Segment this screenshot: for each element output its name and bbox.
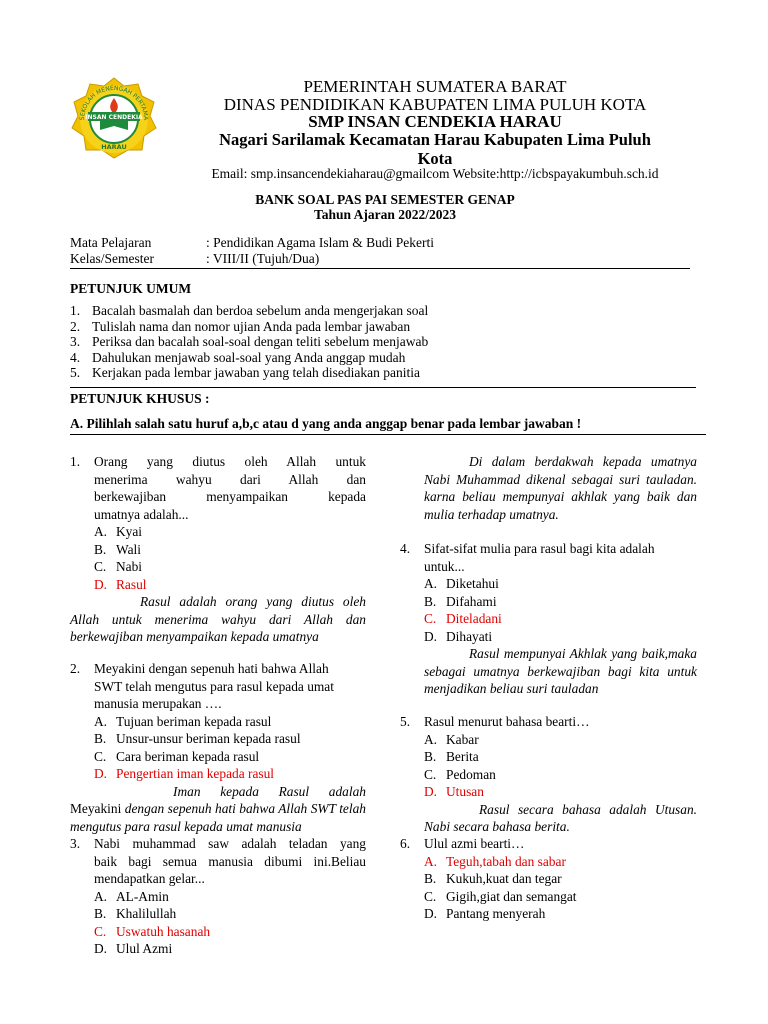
option-b[interactable]: B. Difahami [424,593,497,609]
address-line-1: Nagari Sarilamak Kecamatan Harau Kabupaten Lima Puluh [219,130,651,149]
option-c[interactable]: C. Pedoman [424,766,496,782]
divider [70,434,706,435]
general-item: 1. Bacalah basmalah dan berdoa sebelum anda mengerjakan soal [70,303,429,318]
general-heading: PETUNJUK UMUM [70,281,192,296]
answer-explanation: Rasul secara bahasa adalah Utusan. Nabi secara bahasa berita. [424,801,697,834]
option-d[interactable]: D. Dihayati [424,628,493,644]
general-item: 5. Kerjakan pada lembar jawaban yang telah disediakan panitia [70,365,420,380]
school-contact: Email: smp.insancendekiaharau@gmailcom Website:http://icbspayakumbuh.sch.id [211,166,659,181]
question-2 [70,660,366,835]
question-3 [70,835,366,958]
divider [70,268,690,269]
option-c[interactable]: C. Nabi [94,559,143,574]
general-item: 4. Dahulukan menjawab soal-soal yang Anda anggap mudah [70,349,406,365]
meta-class-value: : VIII/II (Tujuh/Dua) [206,251,320,266]
question-text: mendapatkan gelar... [94,871,205,886]
school-name: SMP INSAN CENDEKIA HARAU [308,112,562,131]
option-c[interactable]: C. Gigih,giat dan semangat [424,888,577,904]
answer-explanation: Iman kepada Rasul adalah Meyakini dengan sepenuh hati bahwa Allah SWT telah mengutus para rasul kepada umat manusia [70,783,366,834]
question-text: Rasul menurut bahasa bearti… [424,714,590,729]
question-number: 4. [400,541,411,556]
question-6 [400,835,697,923]
question-5 [400,713,697,836]
option-b[interactable]: B. Unsur-unsur beriman kepada rasul [94,731,301,746]
option-c-answer[interactable]: C. Uswatuh hasanah [94,923,211,939]
special-heading: PETUNJUK KHUSUS : [70,391,210,406]
option-a[interactable]: A. AL-Amin [94,888,169,904]
option-d-answer[interactable]: D. Utusan [424,784,484,799]
question-4 [400,540,697,698]
option-d-answer[interactable]: D. Pengertian iman kepada rasul [94,766,275,781]
question-text: manusia merupakan …. [94,696,222,711]
header-line-1: PEMERINTAH SUMATERA BARAT [303,77,567,96]
general-list [70,303,428,381]
meta-class-label: Kelas/Semester [70,251,154,266]
option-d[interactable]: D. Pantang menyerah [424,906,546,921]
question-text: menerima wahyu dari Allah dan [94,471,366,487]
option-a[interactable]: A. Tujuan beriman kepada rasul [94,713,272,729]
question-number: 5. [400,714,411,729]
option-b[interactable]: B. Khalilullah [94,906,177,921]
exam-title: BANK SOAL PAS PAI SEMESTER GENAP [255,192,515,207]
logo-top-text: SEKOLAH MENENGAH PERTAMA [78,84,150,121]
option-a[interactable]: A. Kyai [94,524,143,539]
meta-subject-label: Mata Pelajaran [70,235,152,250]
question-text: untuk... [424,558,465,574]
answer-explanation: Rasul mempunyai Akhlak yang baik,maka sebagai umatnya berkewajiban bagi kita untuk menjadikan beliau suri tauladan [424,646,697,696]
question-number: 3. [70,836,81,851]
question-number: 1. [70,454,81,469]
question-text: Ulul azmi bearti… [424,836,525,851]
question-text: berkewajiban menyampaikan kepada [94,489,366,504]
option-a[interactable]: A. Kabar [424,731,479,747]
question-text: Meyakini dengan sepenuh hati bahwa Allah [94,661,329,676]
header-line-2: DINAS PENDIDIKAN KABUPATEN LIMA PULUH KOTA [223,95,647,114]
option-a[interactable]: A. Diketahui [424,576,499,591]
question-text: Sifat-sifat mulia para rasul bagi kita adalah [424,541,655,556]
option-d[interactable]: D. Ulul Azmi [94,941,173,956]
logo-bottom-text: HARAU [101,143,127,151]
option-c-answer[interactable]: C. Diteladani [424,611,502,626]
question-1 [70,453,366,646]
question-text: Orang yang diutus oleh Allah untuk [94,454,366,469]
question-number: 6. [400,836,411,851]
logo-band-text: INSAN CENDEKIA [85,114,143,121]
special-instruction: A. Pilihlah salah satu huruf a,b,c atau d yang anda anggap benar pada lembar jawaban ! [70,416,582,431]
question-number: 2. [70,661,81,676]
answer-explanation: Rasul adalah orang yang diutus oleh Allah untuk menerima wahyu dari Allah dan berkewajiban menyampaikan kepada umatnya [70,594,366,644]
option-b[interactable]: B. Kukuh,kuat dan tegar [424,871,562,886]
general-item: 3. Periksa dan bacalah soal-soal dengan teliti sebelum menjawab [70,334,429,349]
option-a-answer[interactable]: A. Teguh,tabah dan sabar [424,853,566,869]
answer-explanation: Di dalam berdakwah kepada umatnya Nabi Muhammad dikenal sebagai suri tauladan. karna beliau mempunyai akhlak yang baik dan mulia terhadap umatnya. [424,454,697,522]
meta-subject-value: : Pendidikan Agama Islam & Budi Pekerti [206,235,434,250]
general-item: 2. Tulislah nama dan nomor ujian Anda pada lembar jawaban [70,318,411,334]
option-b[interactable]: B. Berita [424,749,479,764]
school-logo [66,76,162,160]
question-text: Nabi muhammad saw adalah teladan yang [94,836,366,851]
question-text: SWT telah mengutus para rasul kepada umat [94,678,334,694]
option-d-answer[interactable]: D. Rasul [94,576,147,592]
academic-year: Tahun Ajaran 2022/2023 [313,207,457,222]
school-address [180,130,690,168]
question-text: umatnya adalah... [94,506,189,522]
option-c[interactable]: C. Cara beriman kepada rasul [94,748,260,764]
option-b[interactable]: B. Wali [94,541,141,557]
question-3-explanation [400,453,697,523]
address-line-2: Kota [417,149,453,168]
question-text: baik bagi semua manusia dibumi ini.Beliau [94,853,366,869]
divider [70,387,696,388]
